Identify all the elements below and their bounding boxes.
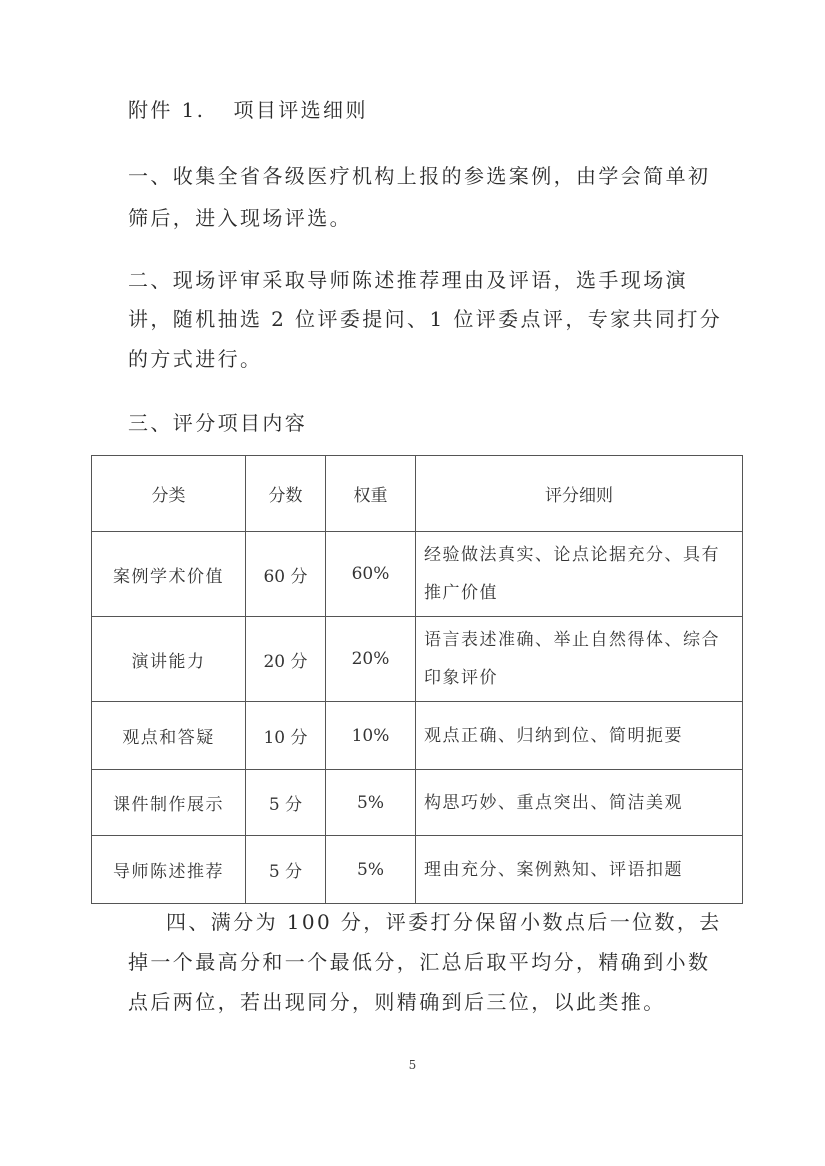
header-detail: 评分细则 (416, 456, 743, 532)
cell-category: 演讲能力 (92, 617, 246, 702)
paragraph-1-line-1: 一、收集全省各级医疗机构上报的参选案例，由学会简单初 (128, 164, 711, 188)
attachment-label: 附件 1. (128, 98, 206, 122)
header-category: 分类 (92, 456, 246, 532)
cell-detail: 经验做法真实、论点论据充分、具有推广价值 (416, 532, 743, 617)
paragraph-4-line-2: 掉一个最高分和一个最低分，汇总后取平均分，精确到小数 (128, 950, 711, 974)
table-row (92, 836, 743, 904)
cell-detail: 构思巧妙、重点突出、简洁美观 (416, 770, 743, 836)
cell-weight: 20% (326, 617, 416, 702)
table-header-row (92, 456, 743, 532)
page-number: 5 (408, 1058, 417, 1072)
paragraph-4-line-3: 点后两位，若出现同分，则精确到后三位，以此类推。 (128, 990, 666, 1014)
paragraph-2-line-1: 二、现场评审采取导师陈述推荐理由及评语，选手现场演 (128, 268, 688, 292)
paragraph-2-line-2: 讲，随机抽选 2 位评委提问、1 位评委点评，专家共同打分 (128, 307, 723, 331)
cell-category: 课件制作展示 (92, 770, 246, 836)
page-heading (128, 94, 368, 123)
paragraph-1-line-2: 筛后，进入现场评选。 (128, 206, 352, 230)
paragraph-2-line-3: 的方式进行。 (128, 347, 263, 371)
cell-weight: 5% (326, 836, 416, 904)
header-score: 分数 (246, 456, 326, 532)
cell-weight: 10% (326, 702, 416, 770)
cell-score: 5 分 (246, 770, 326, 836)
section-heading-scoring: 三、评分项目内容 (128, 411, 308, 435)
table-row (92, 617, 743, 702)
cell-score: 20 分 (246, 617, 326, 702)
scoring-table (91, 455, 743, 904)
table-row (92, 532, 743, 617)
cell-detail: 理由充分、案例熟知、评语扣题 (416, 836, 743, 904)
cell-category: 案例学术价值 (92, 532, 246, 617)
header-weight: 权重 (326, 456, 416, 532)
paragraph-4-line-1: 四、满分为 100 分，评委打分保留小数点后一位数，去 (166, 910, 722, 934)
table-row (92, 702, 743, 770)
cell-score: 60 分 (246, 532, 326, 617)
cell-weight: 5% (326, 770, 416, 836)
cell-weight: 60% (326, 532, 416, 617)
table-row (92, 770, 743, 836)
document-title: 项目评选细则 (233, 98, 368, 122)
cell-detail: 语言表述准确、举止自然得体、综合印象评价 (416, 617, 743, 702)
cell-category: 导师陈述推荐 (92, 836, 246, 904)
cell-score: 5 分 (246, 836, 326, 904)
cell-category: 观点和答疑 (92, 702, 246, 770)
cell-detail: 观点正确、归纳到位、简明扼要 (416, 702, 743, 770)
cell-score: 10 分 (246, 702, 326, 770)
